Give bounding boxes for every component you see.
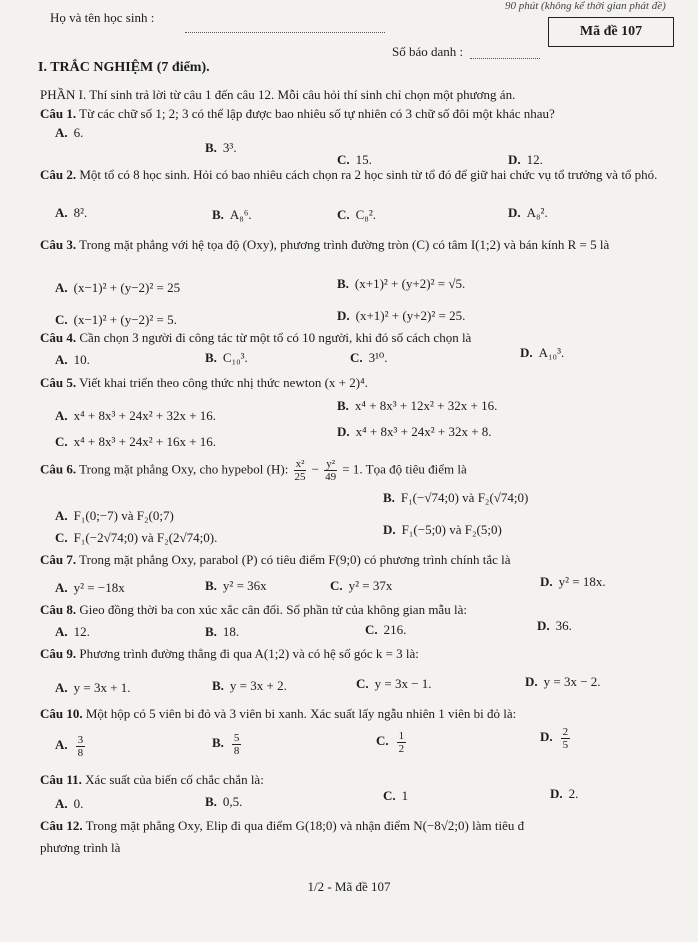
option-d[interactable]: D. A₁₀³. xyxy=(520,345,565,360)
option-a[interactable]: A. $\frac{3}{8}$ xyxy=(55,734,84,759)
option-b[interactable]: B. 0,5. xyxy=(205,794,243,809)
question-4 xyxy=(40,330,471,346)
option-c[interactable]: C. y = 3x − 1. xyxy=(356,676,432,691)
question-text: Từ các chữ số 1; 2; 3 có thể lập được bao nhiêu số tự nhiên có 3 chữ số đôi một khác nhau? xyxy=(79,106,555,121)
question-text: Trong mặt phẳng Oxy, Elip đi qua điểm G(18;0) và nhận điểm N(−8√2;0) làm tiêu đ xyxy=(85,818,525,833)
option-c[interactable]: C. x⁴ + 8x³ + 24x² + 16x + 16. xyxy=(55,434,217,449)
option-d[interactable]: D. (x+1)² + (y+2)² = 25. xyxy=(337,308,466,323)
question-2 xyxy=(40,166,680,183)
option-a[interactable]: A. (x−1)² + (y−2)² = 25 xyxy=(55,280,181,295)
fraction: $\frac{\text{x²}}{25}$ xyxy=(294,458,306,483)
question-6: Câu 6. Trong mặt phẳng Oxy, cho hypebol (H): $\frac{\text{x²}}{25}$ − $\frac{\text{y²}}{49}$ = 1. Tọa độ tiêu điểm là xyxy=(40,458,467,483)
name-blank-line xyxy=(185,32,385,33)
question-7 xyxy=(40,552,511,568)
question-11 xyxy=(40,772,264,788)
option-a[interactable]: A. F₁(0;−7) và F₂(0;7) xyxy=(55,508,174,523)
question-number: Câu 11. xyxy=(40,772,82,787)
option-c[interactable]: C. F₁(−2√74;0) và F₂(2√74;0). xyxy=(55,530,218,545)
question-8 xyxy=(40,602,467,618)
option-c[interactable]: C. $\frac{1}{2}$ xyxy=(376,730,405,755)
question-text: Cần chọn 3 người đi công tác từ một tổ có 10 người, khi đó số cách chọn là xyxy=(79,330,472,345)
option-b[interactable]: B. (x+1)² + (y+2)² = √5. xyxy=(337,276,466,291)
option-a[interactable]: A. y = 3x + 1. xyxy=(55,680,131,695)
option-c[interactable]: C. 15. xyxy=(337,152,372,167)
option-d[interactable]: D. A₈². xyxy=(508,205,548,220)
option-d[interactable]: D. x⁴ + 8x³ + 24x² + 32x + 8. xyxy=(337,424,492,439)
option-b[interactable]: B. A₈⁶. xyxy=(212,207,252,222)
fraction: $\frac{\text{y²}}{49}$ xyxy=(325,458,337,483)
option-d[interactable]: D. 2. xyxy=(550,786,579,801)
question-text: Một tổ có 8 học sinh. Hỏi có bao nhiêu cách chọn ra 2 học sinh từ tổ đó để giữ hai chức vụ tổ trưởng và tổ phó. xyxy=(79,167,658,182)
question-5 xyxy=(40,375,368,391)
candidate-number-label: Số báo danh : xyxy=(392,44,464,59)
option-d[interactable]: D. y = 3x − 2. xyxy=(525,674,601,689)
question-3 xyxy=(40,235,680,255)
time-note: 90 phút (không kể thời gian phát đề) xyxy=(505,0,666,12)
option-a[interactable]: A. 10. xyxy=(55,352,90,367)
option-a[interactable]: A. y² = −18x xyxy=(55,580,125,595)
student-name-label: Họ và tên học sinh : xyxy=(50,10,155,25)
question-text-end: . Tọa độ tiêu điểm là xyxy=(359,461,467,477)
option-b[interactable]: B. y² = 36x xyxy=(205,578,267,593)
exam-code-box: Mã đề 107 xyxy=(548,17,674,47)
equation-rhs: = 1 xyxy=(342,461,360,477)
question-number: Câu 1. xyxy=(40,106,77,121)
page-footer: 1/2 - Mã đề 107 xyxy=(307,879,391,894)
question-number: Câu 4. xyxy=(40,330,77,345)
question-text: Trong mặt phẳng Oxy, cho hypebol (H): xyxy=(79,461,289,477)
option-b[interactable]: B. 18. xyxy=(205,624,240,639)
question-text: Viết khai triển theo công thức nhị thức newton (x + 2)⁴. xyxy=(79,375,368,390)
option-a[interactable]: A. 8². xyxy=(55,205,88,220)
section-title: I. TRẮC NGHIỆM (7 điểm). xyxy=(38,60,210,75)
option-c[interactable]: C. 216. xyxy=(365,622,407,637)
option-c[interactable]: C. 3¹⁰. xyxy=(350,350,388,365)
option-b[interactable]: B. 3³. xyxy=(205,140,237,155)
part-intro: PHẦN I. Thí sinh trả lời từ câu 1 đến câu 12. Mỗi câu hỏi thí sinh chỉ chọn một phương án. xyxy=(40,87,516,102)
question-text: Gieo đồng thời ba con xúc xắc cân đối. Số phần tử của không gian mẫu là: xyxy=(79,602,467,617)
question-text: Xác suất của biến cố chắc chắn là: xyxy=(85,772,264,787)
option-c[interactable]: C. y² = 37x xyxy=(330,578,393,593)
question-number: Câu 9. xyxy=(40,646,77,661)
question-12 xyxy=(40,818,524,834)
question-10 xyxy=(40,706,516,722)
question-text: Một hộp có 5 viên bi đỏ và 3 viên bi xanh. Xác suất lấy ngẫu nhiên 1 viên bi đỏ là: xyxy=(85,706,517,721)
option-d[interactable]: D. F₁(−5;0) và F₂(5;0) xyxy=(383,522,502,537)
question-number: Câu 2. xyxy=(40,167,77,182)
question-number: Câu 10. xyxy=(40,706,83,721)
question-12-continued: phương trình là xyxy=(40,840,121,855)
question-number: Câu 8. xyxy=(40,602,77,617)
sbd-blank-line xyxy=(470,58,540,59)
option-a[interactable]: A. 0. xyxy=(55,796,84,811)
option-d[interactable]: D. y² = 18x. xyxy=(540,574,606,589)
option-b[interactable]: B. $\frac{5}{8}$ xyxy=(212,732,240,757)
option-c[interactable]: C. C₈². xyxy=(337,207,376,222)
option-c[interactable]: C. (x−1)² + (y−2)² = 5. xyxy=(55,312,177,327)
question-number: Câu 3. xyxy=(40,237,77,252)
option-a[interactable]: A. 6. xyxy=(55,125,84,140)
option-a[interactable]: A. x⁴ + 8x³ + 24x² + 32x + 16. xyxy=(55,408,217,423)
option-d[interactable]: D. 12. xyxy=(508,152,543,167)
question-text: Trong mặt phẳng Oxy, parabol (P) có tiêu điểm F(9;0) có phương trình chính tắc là xyxy=(79,552,511,567)
option-b[interactable]: B. C₁₀³. xyxy=(205,350,248,365)
question-number: Câu 5. xyxy=(40,375,77,390)
option-d[interactable]: D. 36. xyxy=(537,618,572,633)
option-b[interactable]: B. y = 3x + 2. xyxy=(212,678,287,693)
option-b[interactable]: B. F₁(−√74;0) và F₂(√74;0) xyxy=(383,490,529,505)
question-number: Câu 6. xyxy=(40,461,77,477)
question-1 xyxy=(40,106,555,122)
question-number: Câu 12. xyxy=(40,818,83,833)
question-9 xyxy=(40,646,419,662)
question-text: Phương trình đường thẳng đi qua A(1;2) và có hệ số góc k = 3 là: xyxy=(79,646,419,661)
option-d[interactable]: D. $\frac{2}{5}$ xyxy=(540,726,569,751)
option-a[interactable]: A. 12. xyxy=(55,624,90,639)
option-b[interactable]: B. x⁴ + 8x³ + 12x² + 32x + 16. xyxy=(337,398,498,413)
question-text: Trong mặt phẳng với hệ tọa độ (Oxy), phương trình đường tròn (C) có tâm I(1;2) và bán kính R = 5 là xyxy=(79,237,610,252)
question-number: Câu 7. xyxy=(40,552,77,567)
option-c[interactable]: C. 1 xyxy=(383,788,409,803)
